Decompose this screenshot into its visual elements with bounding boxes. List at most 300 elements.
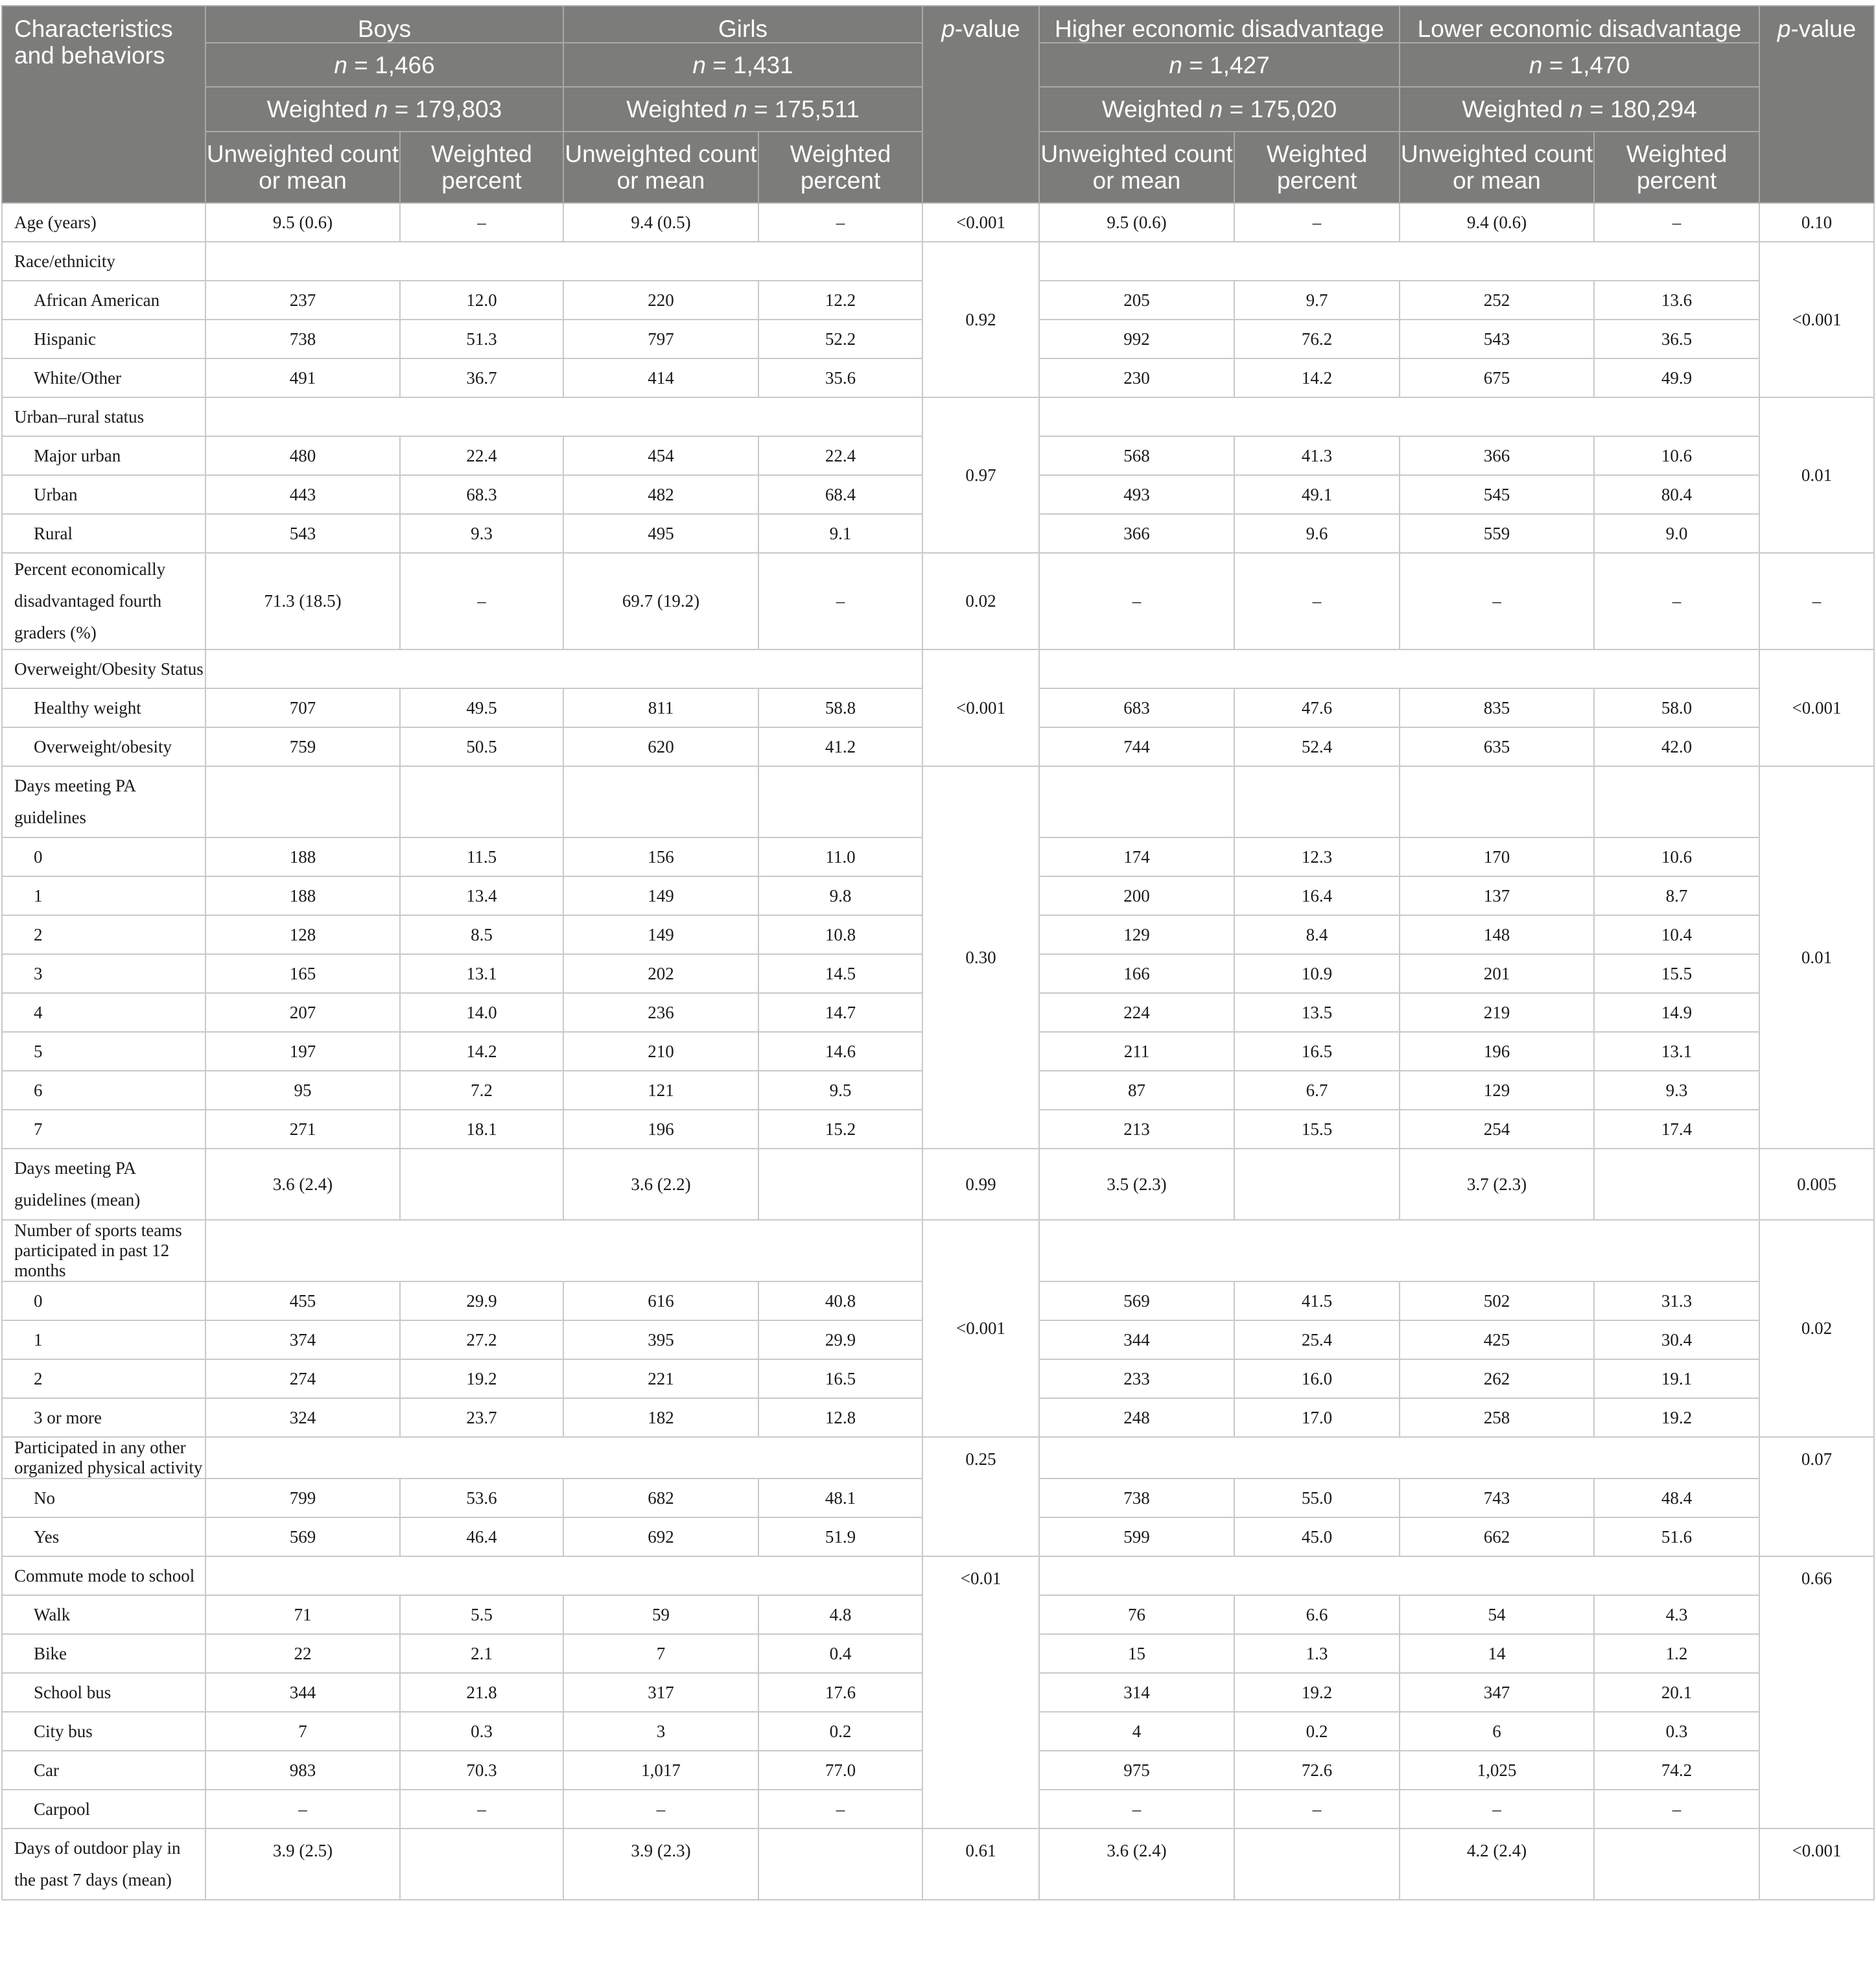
row-label: White/Other [2, 358, 205, 397]
unweighted-cell: 1,017 [563, 1751, 758, 1790]
unweighted-cell: 347 [1400, 1673, 1594, 1712]
weighted-percent-cell: 4.3 [1594, 1595, 1759, 1634]
unweighted-cell: 156 [563, 837, 758, 876]
weighted-percent-cell: 16.5 [1234, 1032, 1400, 1071]
row-label: 2 [2, 915, 205, 954]
weighted-percent-cell [1594, 1149, 1759, 1220]
header-unweighted: Unweighted count or mean [205, 132, 400, 203]
p-value-cell: 0.01 [1759, 397, 1874, 553]
header-weighted-n: Weighted n = 180,294 [1400, 87, 1759, 132]
header-group-girls: Girls [563, 6, 922, 43]
section-spacer [205, 1437, 922, 1479]
weighted-percent-cell: – [400, 553, 563, 649]
weighted-percent-cell: 11.5 [400, 837, 563, 876]
row-label: Rural [2, 514, 205, 553]
empty-cell [205, 766, 400, 837]
unweighted-cell: 3.7 (2.3) [1400, 1149, 1594, 1220]
section-spacer [205, 242, 922, 281]
section-spacer [205, 1556, 922, 1595]
p-value-cell: <0.001 [1759, 649, 1874, 766]
p-value-label: p-value [1777, 16, 1857, 42]
weighted-percent-cell: 9.5 [758, 1071, 922, 1110]
empty-cell [563, 766, 758, 837]
weighted-percent-cell: 8.4 [1234, 915, 1400, 954]
section-label: Participated in any other organized physical activity [2, 1437, 205, 1479]
weighted-percent-cell: 35.6 [758, 358, 922, 397]
empty-cell [758, 766, 922, 837]
weighted-percent-cell: 30.4 [1594, 1320, 1759, 1359]
weighted-percent-cell: 17.4 [1594, 1110, 1759, 1149]
unweighted-cell: 9.5 (0.6) [205, 203, 400, 242]
table-row [2, 1829, 1874, 1900]
header-weighted-percent: Weighted percent [758, 132, 922, 203]
unweighted-cell: 366 [1039, 514, 1234, 553]
unweighted-cell: – [1039, 1790, 1234, 1829]
unweighted-cell: 543 [1400, 320, 1594, 358]
weighted-percent-cell: 14.5 [758, 954, 922, 993]
weighted-percent-cell: 58.8 [758, 688, 922, 727]
empty-cell [400, 766, 563, 837]
weighted-percent-cell: 9.1 [758, 514, 922, 553]
weighted-percent-cell: 40.8 [758, 1281, 922, 1320]
weighted-percent-cell: 36.7 [400, 358, 563, 397]
unweighted-cell: 54 [1400, 1595, 1594, 1634]
weighted-percent-cell: 14.0 [400, 993, 563, 1032]
unweighted-cell: 707 [205, 688, 400, 727]
weighted-percent-cell: 15.2 [758, 1110, 922, 1149]
header-p-value-1 [922, 6, 1039, 203]
weighted-percent-cell: 14.6 [758, 1032, 922, 1071]
p-value-cell: <0.001 [922, 203, 1039, 242]
section-row [2, 1220, 1874, 1281]
row-label: 6 [2, 1071, 205, 1110]
unweighted-cell: 799 [205, 1479, 400, 1517]
weighted-percent-cell: 17.6 [758, 1673, 922, 1712]
unweighted-cell: 213 [1039, 1110, 1234, 1149]
weighted-percent-cell: 51.3 [400, 320, 563, 358]
row-label: Percent economically disadvantaged fourth graders (%) [2, 553, 205, 649]
p-value-cell: <0.001 [1759, 242, 1874, 397]
weighted-percent-cell: 14.7 [758, 993, 922, 1032]
unweighted-cell: 15 [1039, 1634, 1234, 1673]
unweighted-cell: – [1039, 553, 1234, 649]
weighted-percent-cell: – [758, 553, 922, 649]
p-value-cell: <0.01 [922, 1556, 1039, 1829]
weighted-percent-cell [1234, 1829, 1400, 1900]
unweighted-cell: 137 [1400, 876, 1594, 915]
weighted-percent-cell: 49.9 [1594, 358, 1759, 397]
header-n: n = 1,427 [1039, 43, 1400, 87]
unweighted-cell: 682 [563, 1479, 758, 1517]
row-label: 4 [2, 993, 205, 1032]
unweighted-cell: 992 [1039, 320, 1234, 358]
p-value-cell: <0.001 [1759, 1829, 1874, 1900]
unweighted-cell: 599 [1039, 1517, 1234, 1556]
weighted-percent-cell: 45.0 [1234, 1517, 1400, 1556]
weighted-percent-cell: 16.4 [1234, 876, 1400, 915]
weighted-percent-cell: 48.4 [1594, 1479, 1759, 1517]
unweighted-cell: 148 [1400, 915, 1594, 954]
unweighted-cell: 201 [1400, 954, 1594, 993]
unweighted-cell: 219 [1400, 993, 1594, 1032]
weighted-percent-cell: 42.0 [1594, 727, 1759, 766]
weighted-percent-cell: 23.7 [400, 1398, 563, 1437]
weighted-percent-cell: 8.5 [400, 915, 563, 954]
row-label: African American [2, 281, 205, 320]
weighted-percent-cell: 41.3 [1234, 436, 1400, 475]
p-value-label: p-value [941, 16, 1020, 42]
unweighted-cell: – [1400, 553, 1594, 649]
weighted-percent-cell: 13.1 [400, 954, 563, 993]
weighted-percent-cell: 58.0 [1594, 688, 1759, 727]
unweighted-cell: 170 [1400, 837, 1594, 876]
unweighted-cell: 230 [1039, 358, 1234, 397]
p-value-cell: 0.02 [922, 553, 1039, 649]
weighted-percent-cell: – [400, 1790, 563, 1829]
weighted-percent-cell: 9.6 [1234, 514, 1400, 553]
unweighted-cell: 317 [563, 1673, 758, 1712]
weighted-percent-cell: 21.8 [400, 1673, 563, 1712]
weighted-percent-cell: 51.9 [758, 1517, 922, 1556]
p-value-cell: 0.97 [922, 397, 1039, 553]
section-spacer [205, 1220, 922, 1281]
unweighted-cell: 495 [563, 514, 758, 553]
unweighted-cell: 314 [1039, 1673, 1234, 1712]
weighted-percent-cell: 51.6 [1594, 1517, 1759, 1556]
weighted-percent-cell: 1.2 [1594, 1634, 1759, 1673]
unweighted-cell: 166 [1039, 954, 1234, 993]
section-spacer [1039, 397, 1759, 436]
weighted-percent-cell: – [758, 203, 922, 242]
p-value-cell: 0.66 [1759, 1556, 1874, 1829]
p-value-cell: <0.001 [922, 1220, 1039, 1437]
p-value-cell: 0.02 [1759, 1220, 1874, 1437]
unweighted-cell: 129 [1039, 915, 1234, 954]
p-value-cell: 0.07 [1759, 1437, 1874, 1556]
weighted-percent-cell: 55.0 [1234, 1479, 1400, 1517]
weighted-percent-cell: 9.7 [1234, 281, 1400, 320]
section-spacer [1039, 1220, 1759, 1281]
weighted-percent-cell: 12.2 [758, 281, 922, 320]
weighted-percent-cell: 7.2 [400, 1071, 563, 1110]
unweighted-cell: 692 [563, 1517, 758, 1556]
table-header [2, 6, 1874, 203]
section-row [2, 397, 1874, 436]
weighted-percent-cell: 25.4 [1234, 1320, 1400, 1359]
weighted-percent-cell: 29.9 [400, 1281, 563, 1320]
header-characteristics: Characteristics and behaviors [2, 6, 205, 203]
weighted-percent-cell: – [1594, 203, 1759, 242]
unweighted-cell: 182 [563, 1398, 758, 1437]
header-weighted-percent: Weighted percent [1594, 132, 1759, 203]
header-n: n = 1,431 [563, 43, 922, 87]
unweighted-cell: 22 [205, 1634, 400, 1673]
unweighted-cell: 196 [1400, 1032, 1594, 1071]
empty-cell [1234, 766, 1400, 837]
weighted-percent-cell: 9.3 [400, 514, 563, 553]
header-group-boys: Boys [205, 6, 563, 43]
unweighted-cell: 975 [1039, 1751, 1234, 1790]
p-value-cell: 0.92 [922, 242, 1039, 397]
weighted-percent-cell: – [400, 203, 563, 242]
unweighted-cell: 200 [1039, 876, 1234, 915]
section-label: Commute mode to school [2, 1556, 205, 1595]
unweighted-cell: 248 [1039, 1398, 1234, 1437]
unweighted-cell: 59 [563, 1595, 758, 1634]
unweighted-cell: 3.9 (2.5) [205, 1829, 400, 1900]
weighted-percent-cell: 2.1 [400, 1634, 563, 1673]
weighted-percent-cell: 6.6 [1234, 1595, 1400, 1634]
row-label: 3 [2, 954, 205, 993]
weighted-percent-cell: – [1594, 1790, 1759, 1829]
unweighted-cell: 1,025 [1400, 1751, 1594, 1790]
section-spacer [205, 397, 922, 436]
section-spacer [1039, 1556, 1759, 1595]
section-row [2, 649, 1874, 688]
unweighted-cell: 620 [563, 727, 758, 766]
section-row [2, 242, 1874, 281]
row-label: No [2, 1479, 205, 1517]
section-row [2, 1556, 1874, 1595]
p-value-cell: 0.10 [1759, 203, 1874, 242]
weighted-percent-cell: 49.5 [400, 688, 563, 727]
row-label: 0 [2, 837, 205, 876]
unweighted-cell: 236 [563, 993, 758, 1032]
weighted-percent-cell: 19.2 [1594, 1398, 1759, 1437]
unweighted-cell: 95 [205, 1071, 400, 1110]
header-weighted-n: Weighted n = 175,020 [1039, 87, 1400, 132]
unweighted-cell: 188 [205, 876, 400, 915]
weighted-percent-cell: 0.3 [400, 1712, 563, 1751]
unweighted-cell: 3.6 (2.4) [205, 1149, 400, 1220]
section-row [2, 766, 1874, 837]
weighted-percent-cell: 46.4 [400, 1517, 563, 1556]
unweighted-cell: 210 [563, 1032, 758, 1071]
weighted-percent-cell: 70.3 [400, 1751, 563, 1790]
weighted-percent-cell: 19.2 [1234, 1673, 1400, 1712]
unweighted-cell: 202 [563, 954, 758, 993]
unweighted-cell: 543 [205, 514, 400, 553]
row-label: Yes [2, 1517, 205, 1556]
unweighted-cell: 76 [1039, 1595, 1234, 1634]
weighted-percent-cell: 0.3 [1594, 1712, 1759, 1751]
unweighted-cell: 744 [1039, 727, 1234, 766]
unweighted-cell: 616 [563, 1281, 758, 1320]
weighted-percent-cell: 13.5 [1234, 993, 1400, 1032]
unweighted-cell: – [563, 1790, 758, 1829]
weighted-percent-cell: 18.1 [400, 1110, 563, 1149]
unweighted-cell: 9.4 (0.5) [563, 203, 758, 242]
section-label: Days meeting PA guidelines [2, 766, 205, 837]
weighted-percent-cell: – [758, 1790, 922, 1829]
unweighted-cell: 675 [1400, 358, 1594, 397]
header-weighted-percent: Weighted percent [1234, 132, 1400, 203]
table-row [2, 203, 1874, 242]
weighted-percent-cell: 0.2 [758, 1712, 922, 1751]
row-label: Age (years) [2, 203, 205, 242]
unweighted-cell: 443 [205, 475, 400, 514]
weighted-percent-cell [400, 1149, 563, 1220]
unweighted-cell: 491 [205, 358, 400, 397]
weighted-percent-cell: – [1594, 553, 1759, 649]
unweighted-cell: 425 [1400, 1320, 1594, 1359]
unweighted-cell: 569 [1039, 1281, 1234, 1320]
unweighted-cell: 9.4 (0.6) [1400, 203, 1594, 242]
unweighted-cell: 395 [563, 1320, 758, 1359]
section-label: Number of sports teams participated in past 12 months [2, 1220, 205, 1281]
weighted-percent-cell [1234, 1149, 1400, 1220]
unweighted-cell: 480 [205, 436, 400, 475]
section-label: Overweight/Obesity Status [2, 649, 205, 688]
unweighted-cell: 224 [1039, 993, 1234, 1032]
unweighted-cell: 71 [205, 1595, 400, 1634]
weighted-percent-cell: 74.2 [1594, 1751, 1759, 1790]
header-group-lower-disadvantage: Lower economic disadvantage [1400, 6, 1759, 43]
weighted-percent-cell: 12.0 [400, 281, 563, 320]
weighted-percent-cell: 77.0 [758, 1751, 922, 1790]
unweighted-cell: 743 [1400, 1479, 1594, 1517]
p-value-cell: 0.99 [922, 1149, 1039, 1220]
row-label: 5 [2, 1032, 205, 1071]
characteristics-table [1, 5, 1875, 1900]
unweighted-cell: 835 [1400, 688, 1594, 727]
weighted-percent-cell: 15.5 [1594, 954, 1759, 993]
row-label: Days meeting PA guidelines (mean) [2, 1149, 205, 1220]
unweighted-cell: 188 [205, 837, 400, 876]
weighted-percent-cell: 49.1 [1234, 475, 1400, 514]
weighted-percent-cell: 16.0 [1234, 1359, 1400, 1398]
unweighted-cell: 738 [205, 320, 400, 358]
unweighted-cell: 414 [563, 358, 758, 397]
unweighted-cell: 344 [1039, 1320, 1234, 1359]
unweighted-cell: 121 [563, 1071, 758, 1110]
unweighted-cell: 197 [205, 1032, 400, 1071]
unweighted-cell: 254 [1400, 1110, 1594, 1149]
unweighted-cell: 274 [205, 1359, 400, 1398]
row-label: Carpool [2, 1790, 205, 1829]
unweighted-cell: 233 [1039, 1359, 1234, 1398]
unweighted-cell: 568 [1039, 436, 1234, 475]
unweighted-cell: 374 [205, 1320, 400, 1359]
unweighted-cell: 252 [1400, 281, 1594, 320]
header-n: n = 1,470 [1400, 43, 1759, 87]
weighted-percent-cell: 9.0 [1594, 514, 1759, 553]
header-group-higher-disadvantage: Higher economic disadvantage [1039, 6, 1400, 43]
weighted-percent-cell: 22.4 [400, 436, 563, 475]
p-value-cell: – [1759, 553, 1874, 649]
weighted-percent-cell: 12.8 [758, 1398, 922, 1437]
unweighted-cell: 149 [563, 876, 758, 915]
weighted-percent-cell: 13.4 [400, 876, 563, 915]
header-unweighted: Unweighted count or mean [1400, 132, 1594, 203]
row-label: 1 [2, 876, 205, 915]
weighted-percent-cell [400, 1829, 563, 1900]
unweighted-cell: 811 [563, 688, 758, 727]
section-label: Urban–rural status [2, 397, 205, 436]
table-row [2, 553, 1874, 649]
weighted-percent-cell: 80.4 [1594, 475, 1759, 514]
weighted-percent-cell: 13.1 [1594, 1032, 1759, 1071]
weighted-percent-cell: 14.2 [400, 1032, 563, 1071]
weighted-percent-cell: 29.9 [758, 1320, 922, 1359]
row-label: 2 [2, 1359, 205, 1398]
header-weighted-percent: Weighted percent [400, 132, 563, 203]
section-spacer [205, 649, 922, 688]
unweighted-cell: 262 [1400, 1359, 1594, 1398]
weighted-percent-cell: 72.6 [1234, 1751, 1400, 1790]
weighted-percent-cell [1594, 1829, 1759, 1900]
row-label: Major urban [2, 436, 205, 475]
weighted-percent-cell: 10.4 [1594, 915, 1759, 954]
weighted-percent-cell: 10.8 [758, 915, 922, 954]
weighted-percent-cell: 5.5 [400, 1595, 563, 1634]
weighted-percent-cell: 14.2 [1234, 358, 1400, 397]
row-label: 7 [2, 1110, 205, 1149]
header-unweighted: Unweighted count or mean [1039, 132, 1234, 203]
header-p-value-2 [1759, 6, 1874, 203]
unweighted-cell: 7 [205, 1712, 400, 1751]
weighted-percent-cell: – [1234, 203, 1400, 242]
p-value-cell: 0.30 [922, 766, 1039, 1149]
unweighted-cell: 4.2 (2.4) [1400, 1829, 1594, 1900]
row-label: 3 or more [2, 1398, 205, 1437]
weighted-percent-cell: 13.6 [1594, 281, 1759, 320]
weighted-percent-cell: – [1234, 1790, 1400, 1829]
weighted-percent-cell: 41.5 [1234, 1281, 1400, 1320]
row-label: Healthy weight [2, 688, 205, 727]
weighted-percent-cell: 10.6 [1594, 837, 1759, 876]
unweighted-cell: 69.7 (19.2) [563, 553, 758, 649]
header-weighted-n: Weighted n = 175,511 [563, 87, 922, 132]
p-value-cell: 0.61 [922, 1829, 1039, 1900]
unweighted-cell: 207 [205, 993, 400, 1032]
section-spacer [1039, 649, 1759, 688]
weighted-percent-cell: 12.3 [1234, 837, 1400, 876]
weighted-percent-cell: 14.9 [1594, 993, 1759, 1032]
weighted-percent-cell: 16.5 [758, 1359, 922, 1398]
unweighted-cell: 258 [1400, 1398, 1594, 1437]
unweighted-cell: 502 [1400, 1281, 1594, 1320]
weighted-percent-cell: 50.5 [400, 727, 563, 766]
unweighted-cell: – [1400, 1790, 1594, 1829]
unweighted-cell: 569 [205, 1517, 400, 1556]
weighted-percent-cell: 27.2 [400, 1320, 563, 1359]
p-value-cell: 0.25 [922, 1437, 1039, 1556]
weighted-percent-cell: 15.5 [1234, 1110, 1400, 1149]
section-row [2, 1437, 1874, 1479]
weighted-percent-cell [758, 1829, 922, 1900]
unweighted-cell: 271 [205, 1110, 400, 1149]
row-label: Days of outdoor play in the past 7 days (mean) [2, 1829, 205, 1900]
weighted-percent-cell: 68.3 [400, 475, 563, 514]
weighted-percent-cell: 68.4 [758, 475, 922, 514]
unweighted-cell: 3.6 (2.2) [563, 1149, 758, 1220]
unweighted-cell: 9.5 (0.6) [1039, 203, 1234, 242]
section-spacer [1039, 1437, 1759, 1479]
unweighted-cell: 211 [1039, 1032, 1234, 1071]
weighted-percent-cell: 36.5 [1594, 320, 1759, 358]
unweighted-cell: 683 [1039, 688, 1234, 727]
row-label: School bus [2, 1673, 205, 1712]
unweighted-cell: 87 [1039, 1071, 1234, 1110]
unweighted-cell: 4 [1039, 1712, 1234, 1751]
weighted-percent-cell [758, 1149, 922, 1220]
weighted-percent-cell: 0.2 [1234, 1712, 1400, 1751]
row-label: City bus [2, 1712, 205, 1751]
weighted-percent-cell: 17.0 [1234, 1398, 1400, 1437]
unweighted-cell: 366 [1400, 436, 1594, 475]
section-label: Race/ethnicity [2, 242, 205, 281]
